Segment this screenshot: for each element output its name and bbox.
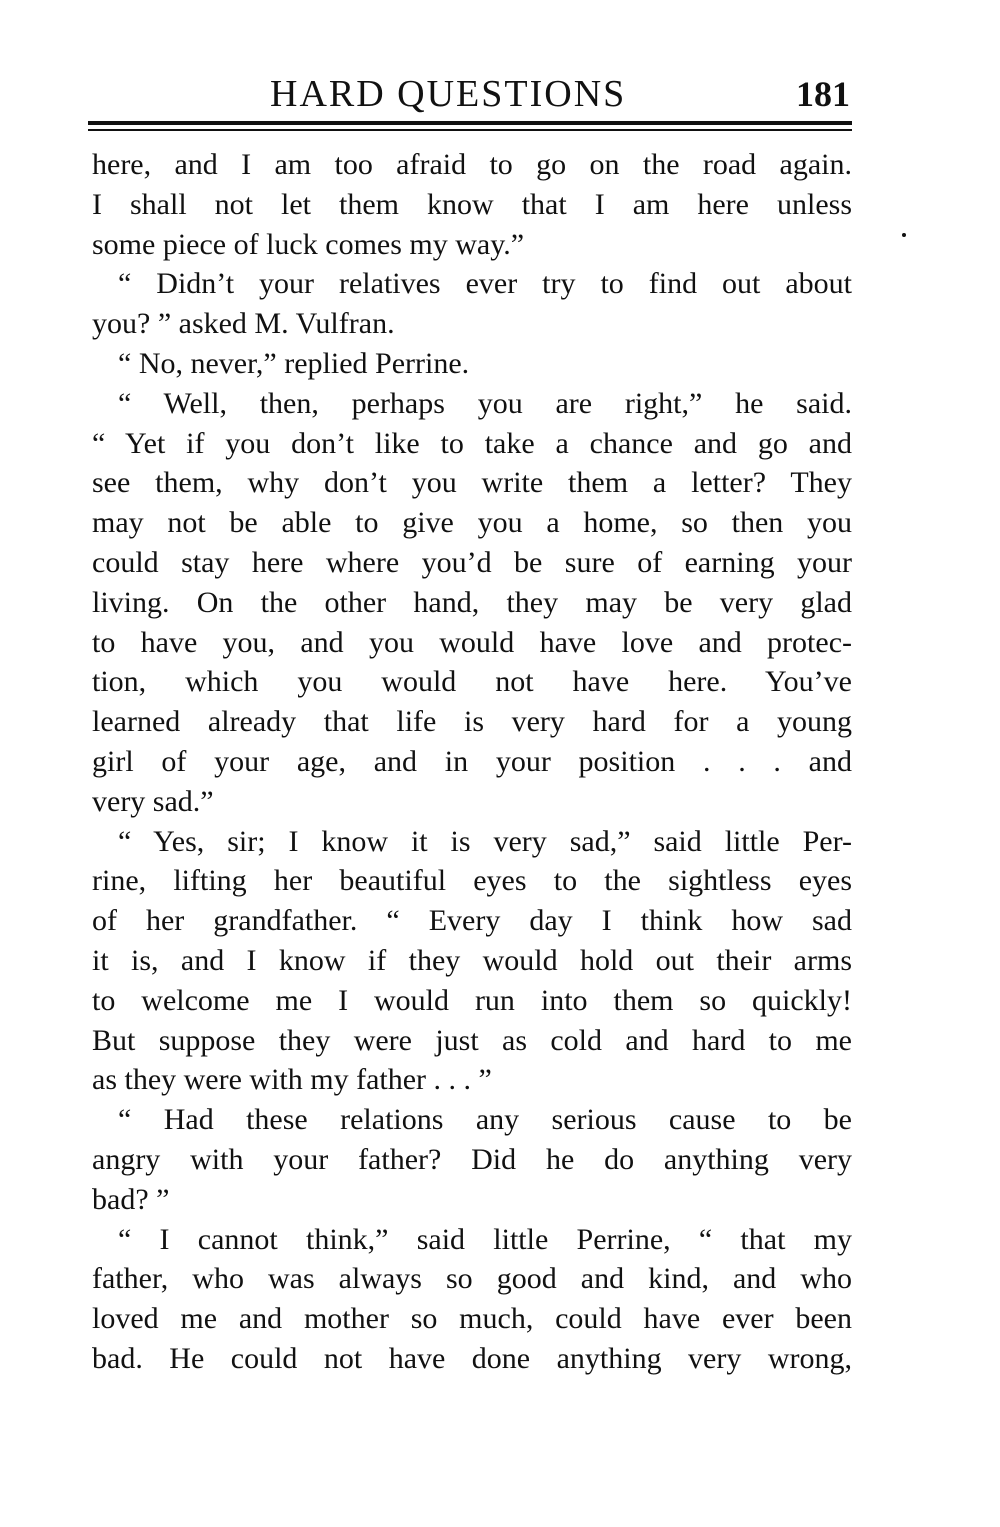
text-line: to have you, and you would have love and protec- <box>92 625 852 659</box>
text-line: learned already that life is very hard for a young <box>92 705 852 739</box>
text-line: as they were with my father . . . ” <box>92 1063 492 1097</box>
text-line: rine, lifting her beautiful eyes to the sightless eyes <box>92 864 852 898</box>
text-line: to welcome me I would run into them so quickly! <box>92 983 852 1017</box>
text-line: of her grandfather. “ Every day I think how sad <box>92 904 852 938</box>
text-line: it is, and I know if they would hold out their arms <box>92 943 852 977</box>
header-rule-thin <box>88 129 852 131</box>
text-line: But suppose they were just as cold and hard to me <box>92 1023 852 1057</box>
text-line: “ Didn’t your relatives ever try to find out about <box>118 267 852 301</box>
text-line: “ Had these relations any serious cause to be <box>118 1103 852 1137</box>
header-rule-thick <box>88 121 852 125</box>
text-line: bad? ” <box>92 1182 170 1216</box>
text-line: girl of your age, and in your position . . . and <box>92 744 852 778</box>
text-line: very sad.” <box>92 784 214 818</box>
text-line: here, and I am too afraid to go on the road again. <box>92 148 852 181</box>
text-line: tion, which you would not have here. You’ve <box>92 665 852 699</box>
text-line: some piece of luck comes my way.” <box>92 227 525 261</box>
print-speck <box>902 233 906 237</box>
text-line: living. On the other hand, they may be very glad <box>92 585 852 619</box>
text-line: “ Well, then, perhaps you are right,” he said. <box>118 386 852 420</box>
text-line: could stay here where you’d be sure of earning your <box>92 545 852 579</box>
text-line: father, who was always so good and kind, and who <box>92 1262 852 1296</box>
text-line: I shall not let them know that I am here unless <box>92 187 852 221</box>
text-line: “ Yes, sir; I know it is very sad,” said little Per- <box>118 824 852 858</box>
text-line: bad. He could not have done anything very wrong, <box>92 1341 852 1375</box>
text-line: see them, why don’t you write them a letter? They <box>92 466 852 500</box>
text-line: may not be able to give you a home, so then you <box>92 506 852 540</box>
text-line: “ No, never,” replied Perrine. <box>118 346 470 380</box>
running-title: HARD QUESTIONS <box>270 73 627 115</box>
page-number: 181 <box>796 74 850 114</box>
text-line: angry with your father? Did he do anything very <box>92 1142 852 1176</box>
text-line: “ I cannot think,” said little Perrine, “ that my <box>118 1222 852 1256</box>
text-line: you? ” asked M. Vulfran. <box>92 307 395 341</box>
text-line: loved me and mother so much, could have ever been <box>92 1302 852 1336</box>
running-header <box>88 70 852 118</box>
text-line: “ Yet if you don’t like to take a chance and go and <box>92 426 852 460</box>
body-text <box>92 145 852 1379</box>
